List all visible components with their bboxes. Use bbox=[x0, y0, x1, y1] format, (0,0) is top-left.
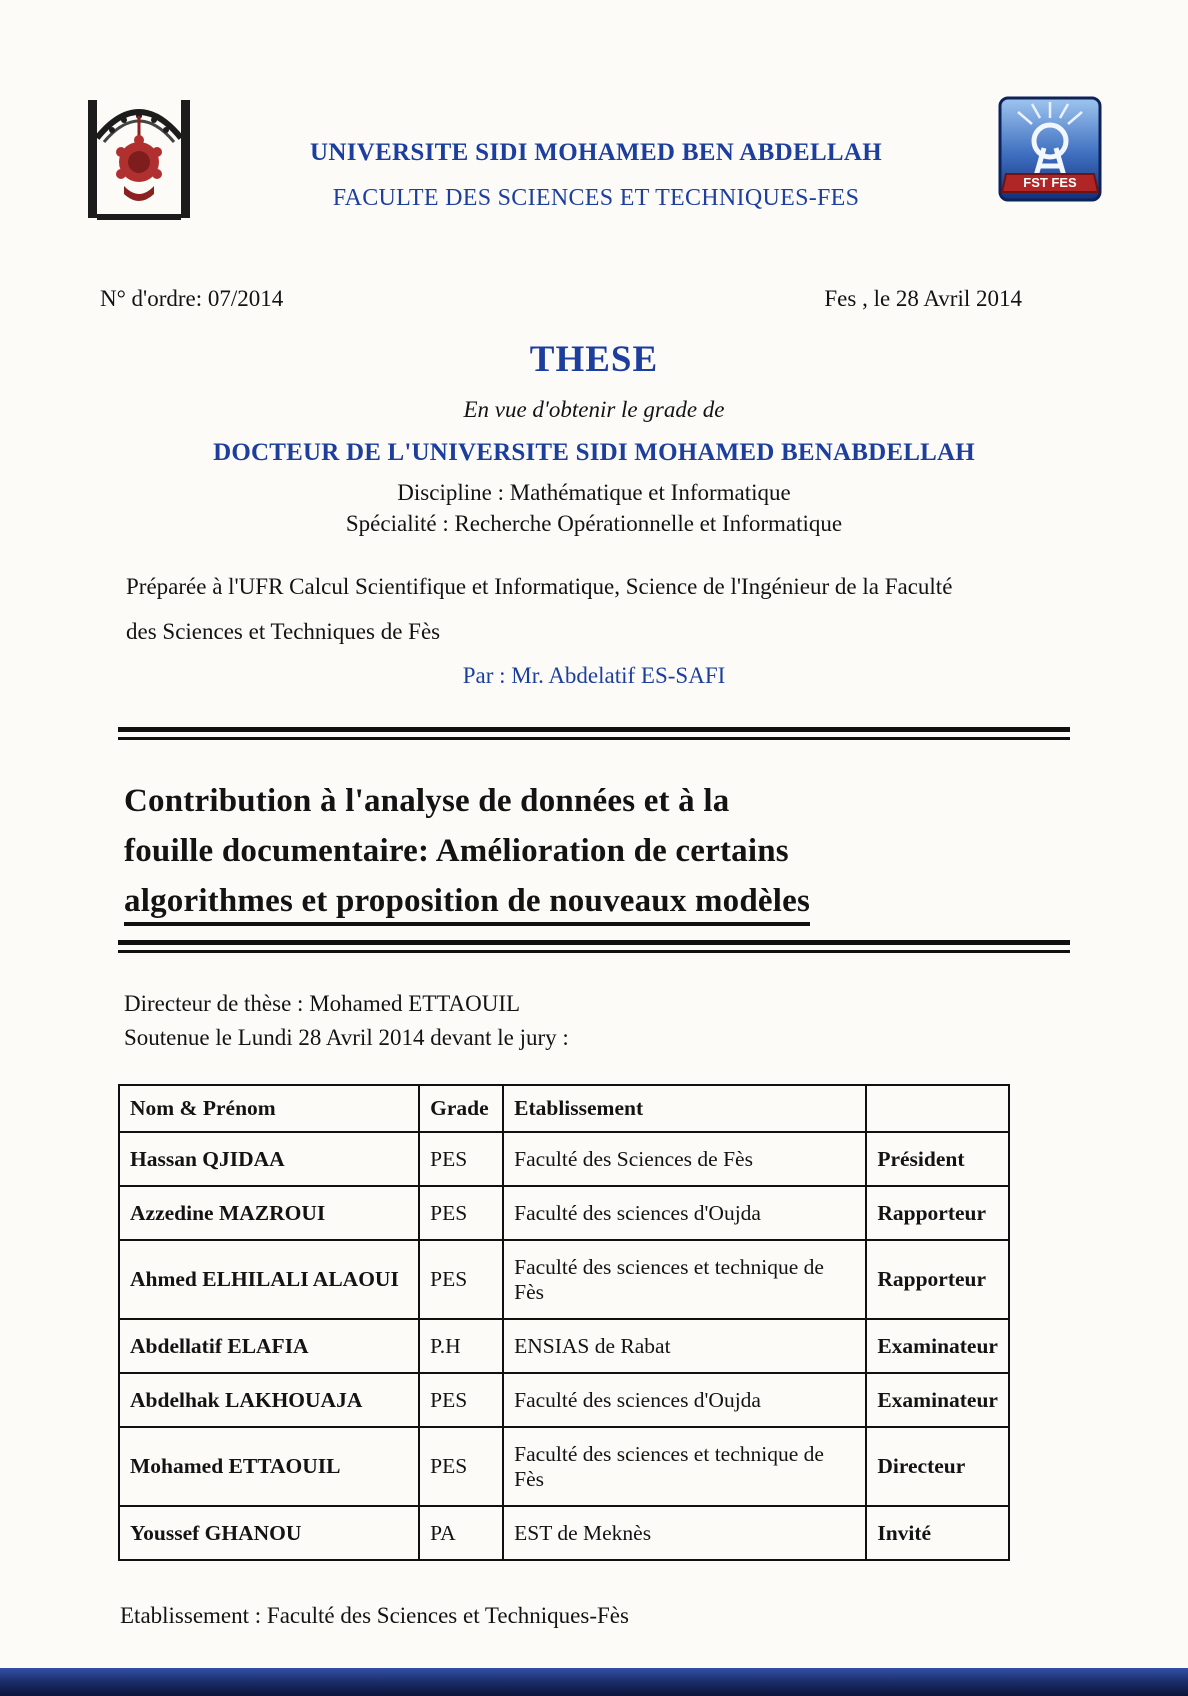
jury-role: Examinateur bbox=[866, 1319, 1009, 1373]
jury-table bbox=[118, 1084, 1010, 1561]
soutenance-line: Soutenue le Lundi 28 Avril 2014 devant le jury : bbox=[124, 1024, 569, 1050]
university-emblem-icon bbox=[84, 90, 194, 230]
thesis-title-line-2: fouille documentaire: Amélioration de certains bbox=[124, 832, 789, 869]
jury-establishment: EST de Meknès bbox=[503, 1506, 866, 1560]
jury-establishment: Faculté des sciences et technique de Fès bbox=[503, 1427, 866, 1506]
grade-subtitle: En vue d'obtenir le grade de bbox=[463, 397, 725, 422]
author-line: Par : Mr. Abdelatif ES-SAFI bbox=[462, 662, 726, 688]
jury-row bbox=[119, 1240, 1009, 1319]
prepared-line-2: des Sciences et Techniques de Fès bbox=[126, 618, 441, 644]
these-heading: THESE bbox=[529, 339, 659, 380]
jury-grade: PES bbox=[419, 1427, 503, 1506]
jury-name: Hassan QJIDAA bbox=[119, 1132, 419, 1186]
jury-row bbox=[119, 1186, 1009, 1240]
header-role bbox=[866, 1085, 1009, 1132]
jury-grade: PES bbox=[419, 1240, 503, 1319]
jury-grade: PES bbox=[419, 1373, 503, 1427]
jury-role: Directeur bbox=[866, 1427, 1009, 1506]
thesis-title bbox=[0, 776, 1188, 926]
jury-role: Président bbox=[866, 1132, 1009, 1186]
jury-role: Invité bbox=[866, 1506, 1009, 1560]
header-grade: Grade bbox=[419, 1085, 503, 1132]
jury-role: Rapporteur bbox=[866, 1186, 1009, 1240]
jury-role: Rapporteur bbox=[866, 1240, 1009, 1319]
jury-row bbox=[119, 1427, 1009, 1506]
jury-grade: PA bbox=[419, 1506, 503, 1560]
fst-logo-icon bbox=[998, 96, 1102, 202]
jury-name: Azzedine MAZROUI bbox=[119, 1186, 419, 1240]
jury-name: Mohamed ETTAOUIL bbox=[119, 1427, 419, 1506]
date-place: Fes , le 28 Avril 2014 bbox=[824, 286, 1022, 311]
bottom-scan-band bbox=[0, 1668, 1188, 1696]
footer-establishment: Etablissement : Faculté des Sciences et Techniques-Fès bbox=[120, 1602, 629, 1628]
jury-header-row bbox=[119, 1085, 1009, 1132]
discipline-line: Discipline : Mathématique et Informatique bbox=[397, 480, 791, 505]
jury-establishment: Faculté des Sciences de Fès bbox=[503, 1132, 866, 1186]
jury-grade: P.H bbox=[419, 1319, 503, 1373]
fst-logo-label: FST FES bbox=[1023, 175, 1077, 190]
jury-row bbox=[119, 1506, 1009, 1560]
jury-establishment: Faculté des sciences d'Oujda bbox=[503, 1186, 866, 1240]
jury-role: Examinateur bbox=[866, 1373, 1009, 1427]
order-date-row bbox=[0, 286, 1188, 312]
header-titles bbox=[194, 90, 998, 221]
faculty-name: FACULTE DES SCIENCES ET TECHNIQUES-FES bbox=[332, 185, 860, 212]
header-etablissement: Etablissement bbox=[503, 1085, 866, 1132]
defense-block bbox=[0, 987, 1188, 1054]
thesis-title-line-1: Contribution à l'analyse de données et à la bbox=[124, 782, 730, 819]
jury-name: Youssef GHANOU bbox=[119, 1506, 419, 1560]
university-name: UNIVERSITE SIDI MOHAMED BEN ABDELLAH bbox=[309, 139, 883, 166]
header bbox=[0, 0, 1188, 230]
director-line: Directeur de thèse : Mohamed ETTAOUIL bbox=[124, 991, 521, 1017]
prepared-block bbox=[0, 565, 1188, 655]
degree-title: DOCTEUR DE L'UNIVERSITE SIDI MOHAMED BENABDELLAH bbox=[213, 439, 975, 466]
discipline-block bbox=[0, 477, 1188, 539]
jury-grade: PES bbox=[419, 1132, 503, 1186]
jury-name: Abdellatif ELAFIA bbox=[119, 1319, 419, 1373]
jury-name: Ahmed ELHILALI ALAOUI bbox=[119, 1240, 419, 1319]
header-nom-prenom: Nom & Prénom bbox=[119, 1085, 419, 1132]
jury-establishment: Faculté des sciences d'Oujda bbox=[503, 1373, 866, 1427]
order-number: N° d'ordre: 07/2014 bbox=[100, 286, 284, 311]
jury-establishment: ENSIAS de Rabat bbox=[503, 1319, 866, 1373]
separator-bottom bbox=[118, 940, 1070, 953]
separator-top bbox=[118, 727, 1070, 740]
prepared-line-1: Préparée à l'UFR Calcul Scientifique et Informatique, Science de l'Ingénieur de la Faculté bbox=[126, 574, 953, 600]
specialite-line: Spécialité : Recherche Opérationnelle et Informatique bbox=[345, 511, 843, 537]
jury-row bbox=[119, 1319, 1009, 1373]
jury-row bbox=[119, 1132, 1009, 1186]
jury-grade: PES bbox=[419, 1186, 503, 1240]
thesis-title-line-3: algorithmes et proposition de nouveaux modèles bbox=[124, 876, 1093, 926]
jury-name: Abdelhak LAKHOUAJA bbox=[119, 1373, 419, 1427]
jury-row bbox=[119, 1373, 1009, 1427]
jury-establishment: Faculté des sciences et technique de Fès bbox=[503, 1240, 866, 1319]
